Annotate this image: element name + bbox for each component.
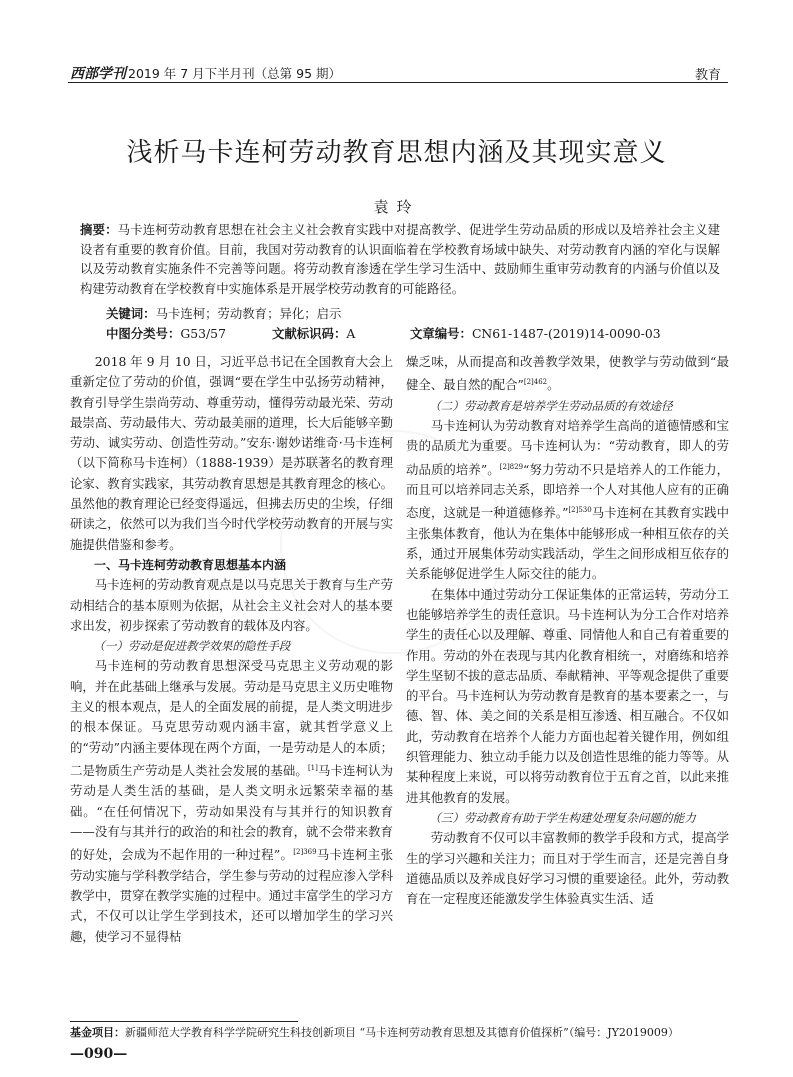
paragraph: 劳动教育不仅可以丰富教师的教学手段和方式，提高学生的学习兴趣和关注力；而且对于学生而言，还是完善自身道德品质以及养成良好学习习惯的重要途径。此外，劳动教育在一定程度还能激发学生体验真实生活、适 — [406, 830, 729, 907]
paragraph — [406, 416, 729, 585]
art-label: 文章编号： — [410, 326, 472, 341]
abstract-label: 摘要： — [80, 222, 118, 237]
clc-label: 中图分类号： — [106, 326, 181, 341]
right-column — [406, 352, 729, 909]
page-number: —090— — [70, 1046, 128, 1062]
clc-number — [106, 324, 226, 342]
subsection-heading: （二）劳动教育是培养学生劳动品质的有效途径 — [429, 398, 673, 413]
keywords — [106, 304, 341, 322]
section-heading: 一、马卡连柯劳动教育思想基本内涵 — [94, 557, 287, 572]
section-label: 教育 — [694, 68, 721, 83]
text-run: “努力劳动不只是培养人的工作能力，而且可以培养同志关系，即培养一个人对其他人应有的正确态度，这就是一种道德修养。” — [406, 461, 729, 521]
funding-text: 新疆师范大学教育科学学院研究生科技创新项目 “马卡连柯劳动教育思想及其德育价值探析”（编号：JY2019009） — [125, 1026, 679, 1039]
abstract-text: 马卡连柯劳动教育思想在社会主义社会教育实践中对提高教学、促进学生劳动品质的形成以及培养社会主义建设者有重要的教育价值。目前，我国对劳动教育的认识面临着在学校教育场域中缺失、对劳动教育内涵的窄化与误解以及劳动教育实施条件不完善等问题。将劳动教育渗透在学生学习生活中、鼓励师生重审劳动教育的内涵与价值以及构建劳动教育在学校教育中实施体系是开展学校劳动教育的可能路径。 — [80, 222, 721, 296]
journal-logo: 西部学刊 — [70, 66, 126, 82]
abstract — [80, 220, 720, 298]
keywords-label: 关键词： — [106, 306, 156, 321]
paragraph — [70, 656, 393, 946]
article-title: 浅析马卡连柯劳动教育思想内涵及其现实意义 — [126, 138, 667, 168]
article-number — [410, 324, 661, 342]
text-run: 马卡连柯主张劳动实施与学科教学结合，学生参与劳动的过程应渗入学科教学中，贯穿在教学实施的过程中。通过丰富学生的学习方式，不仅可以让学生学到技术，还可以增加学生的学习兴趣，使学习不显得枯 — [70, 847, 394, 944]
journal-header — [70, 63, 341, 83]
footnote-rule — [70, 1021, 298, 1022]
text-run: 马卡连柯的劳动教育思想深受马克思主义劳动观的影响，并在此基础上继承与发展。劳动是马克思主义历史唯物主义的根本观点，是人的全面发展的前提，是人类文明进步的根本保证。马克思劳动观内涵丰富，就其哲学意义上的“劳动”内涵主要体现在两个方面，一是劳动是人的本质；二是物质生产劳动是人类社会发展的基础。 — [70, 658, 393, 779]
paragraph: 在集体中通过劳动分工保证集体的正常运转，劳动分工也能够培养学生的责任意识。马卡连柯认为分工合作对培养学生的责任心以及理解、尊重、同情他人和自己有着重要的作用。劳动的外在表现与其内化教育相统一，对磨练和培养学生坚韧不拔的意志品质、奉献精神、平等观念提供了重要的平台。马卡连柯认为劳动教育是教育的基本要素之一，与德、智、体、美之间的关系是相互渗透、相互融合。不仅如此，劳动教育在培养个人能力方面也起着关键作用，例如组织管理能力、独立动手能力以及创造性思维的能力等等。从某种程度上来说，可以将劳动教育位于五育之首，以此来推进其他教育的发展。 — [406, 586, 729, 805]
subsection-heading: （三）劳动教育有助于学生构建处理复杂问题的能力 — [429, 810, 696, 825]
citation: [1] — [307, 763, 318, 772]
clc-value: G53/57 — [180, 326, 226, 341]
paragraph — [406, 352, 729, 396]
issue-info: 2019 年 7 月下半月刊（总第 95 期） — [128, 66, 342, 81]
article-author: 袁玲 — [373, 198, 420, 216]
text-run: 马卡连柯认为劳动教育对培养学生高尚的道德情感和宝贵的品质尤为重要。马卡连柯认为：“劳动教育，即人的劳动品质的培养”。 — [406, 418, 729, 477]
paragraph: 马卡连柯的劳动教育观点是以马克思关于教育与生产劳动相结合的基本原则为依据，从社会主义社会对人的基本要求出发，初步探索了劳动教育的载体及内容。 — [70, 577, 393, 633]
doc-label: 文献标识码： — [272, 326, 347, 341]
paragraph: 2018 年 9 月 10 日，习近平总书记在全国教育大会上重新定位了劳动的价值，强调“要在学生中弘扬劳动精神，教育引导学生崇尚劳动、尊重劳动，懂得劳动最光荣、劳动最崇高、劳动最伟大、劳动最美丽的道理，长大后能够辛勤劳动、诚实劳动、创造性劳动。”安东·谢妙诺维奇·马卡连柯（以下简称马卡连柯）（1888-1939）是苏联著名的教育理论家、教育实践家，其劳动教育思想是其教育理念的核心。虽然他的教育理论已经变得遥远，但拂去历史的尘埃，仔细研读之，依然可以为我们当今时代学校劳动教育的开展与实施提供借鉴和参考。 — [70, 354, 393, 552]
art-value: CN61-1487-(2019)14-0090-03 — [471, 326, 661, 341]
doc-code — [272, 324, 355, 342]
keywords-text: 马卡连柯；劳动教育；异化；启示 — [155, 306, 342, 321]
left-column — [70, 352, 393, 947]
text-run: 马卡连柯认为劳动是人类生活的基础，是人类文明永远繁荣幸福的基础。“在任何情况下，劳动如果没有与其并行的知识教育——没有与其并行的政治的和社会的教育，就不会带来教育的好处，会成为不起作用的一种过程”。 — [70, 763, 394, 863]
text-run: 。 — [547, 377, 560, 393]
citation: [2]530 — [568, 506, 592, 515]
subsection-heading: （一）劳动是促进教学效果的隐性手段 — [93, 639, 291, 654]
header-rule — [68, 82, 728, 83]
funding-note — [70, 1024, 679, 1040]
citation: [2]829 — [499, 462, 524, 471]
text-run: 燥乏味，从而提高和改善教学效果，使教学与劳动做到“最健全、最自然的配合” — [406, 354, 729, 393]
funding-label: 基金项目： — [70, 1026, 125, 1039]
citation: [2]369 — [293, 848, 317, 857]
citation: [2]462 — [523, 378, 548, 387]
doc-value: A — [346, 326, 356, 341]
text-run: 马卡连柯在其教育实践中主张集体教育，他认为在集体中能够形成一种相互依存的关系，通过开展集体劳动实践活动，学生之间形成相互依存的关系能够促进学生人际交往的能力。 — [406, 505, 729, 582]
